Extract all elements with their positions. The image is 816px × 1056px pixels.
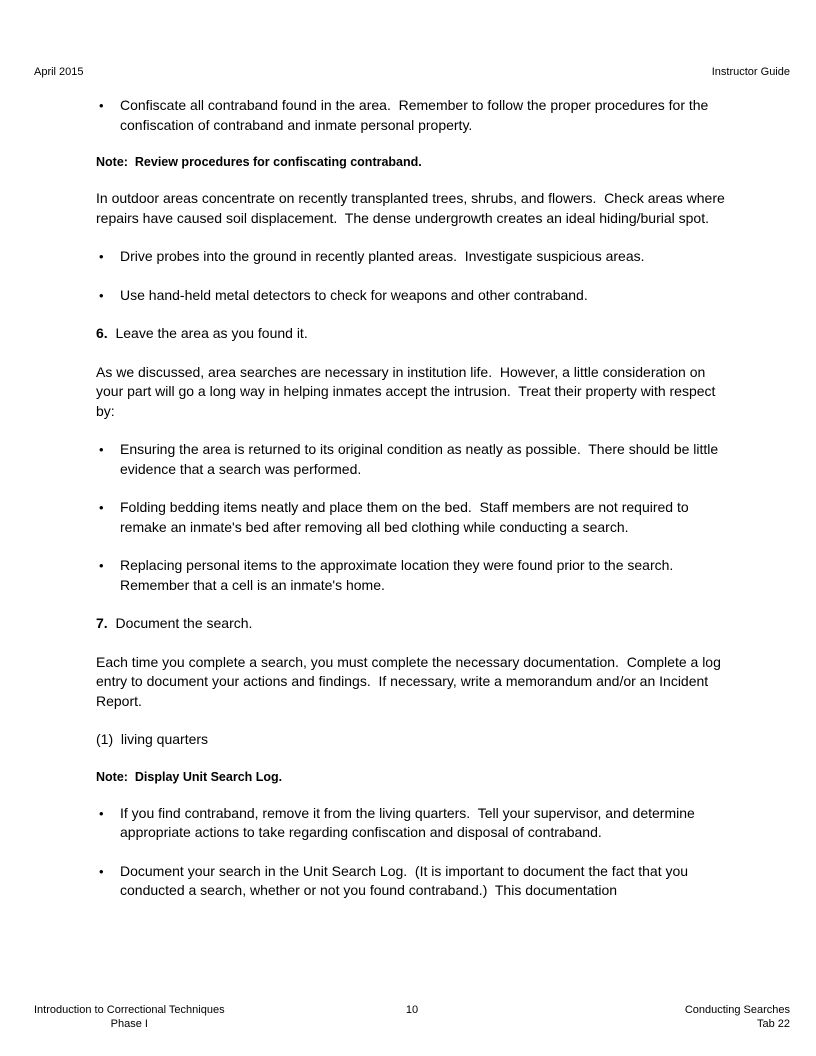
bullet-text: Folding bedding items neatly and place them on the bed. Staff members are not required to remake an inmate's bed after removing all bed clothing while conducting a search. [120,499,693,535]
bullet-text: Drive probes into the ground in recently planted areas. Investigate suspicious areas. [120,248,645,264]
paragraph: (1) living quarters [96,731,209,747]
footer-right [685,1003,790,1031]
bullet-text: If you find contraband, remove it from the living quarters. Tell your supervisor, and determine appropriate actions to take regarding confiscation and disposal of contraband. [120,804,699,840]
bullet-icon: • [99,249,104,264]
bullet-item [96,498,728,537]
header-date: April 2015 [34,66,84,78]
bullet-icon: • [99,287,104,303]
footer-tab: Tab 22 [756,1018,790,1030]
step-number: 7. [96,615,108,631]
footer-course-title: Introduction to Correctional Techniques [34,1004,225,1016]
bullet-item [96,247,728,267]
bullet-icon: • [99,442,104,457]
step-number: 6. [96,325,108,341]
instructor-note: Note: Review procedures for confiscating contraband. [96,155,422,169]
footer-section-title: Conducting Searches [684,1004,790,1016]
bullet-item [96,286,728,306]
paragraph: Each time you complete a search, you must complete the necessary documentation. Complete a log entry to document your actions and findings. If necessary, write a memorandum and/or an Incident Report. [96,653,725,709]
footer-left [34,1003,225,1031]
bullet-text: Replacing personal items to the approximate location they were found prior to the search. Remember that a cell is an inmate's home. [120,557,682,593]
bullet-item [96,96,728,135]
bullet-text: Use hand-held metal detectors to check for weapons and other contraband. [120,286,588,303]
page-footer [34,1003,790,1031]
bullet-text: Confiscate all contraband found in the area. Remember to follow the proper procedures for the confiscation of contraband and inmate personal property. [120,97,713,133]
bullet-item [96,556,728,595]
document-body [96,96,728,920]
instructor-note: Note: Display Unit Search Log. [96,769,283,784]
footer-phase: Phase I [110,1018,148,1030]
bullet-icon: • [99,98,104,113]
bullet-icon: • [99,805,104,821]
page-number: 10 [405,1004,419,1016]
bullet-item [96,804,728,843]
bullet-text: Document your search in the Unit Search Log. (It is important to document the fact that you conducted a search, whether or not you found contraband.) This documentation [120,862,692,898]
page-header [34,66,790,79]
paragraph: As we discussed, area searches are necessary in institution life. However, a little consideration on your part will go a long way in helping inmates accept the intrusion. Treat their property with respect by: [96,363,720,419]
header-title: Instructor Guide [711,66,790,78]
numbered-step: 6. Leave the area as you found it. [96,325,308,341]
numbered-step: 7. Document the search. [96,615,253,631]
bullet-icon: • [99,500,104,515]
paragraph: In outdoor areas concentrate on recently transplanted trees, shrubs, and flowers. Check areas where repairs have caused soil displacement. The dense undergrowth creates an ideal hiding/burial spot. [96,190,729,226]
bullet-icon: • [99,558,104,573]
bullet-text: Ensuring the area is returned to its original condition as neatly as possible. There should be little evidence that a search was performed. [120,441,723,477]
bullet-icon: • [99,863,104,879]
bullet-item [96,862,728,901]
bullet-item [96,440,728,479]
